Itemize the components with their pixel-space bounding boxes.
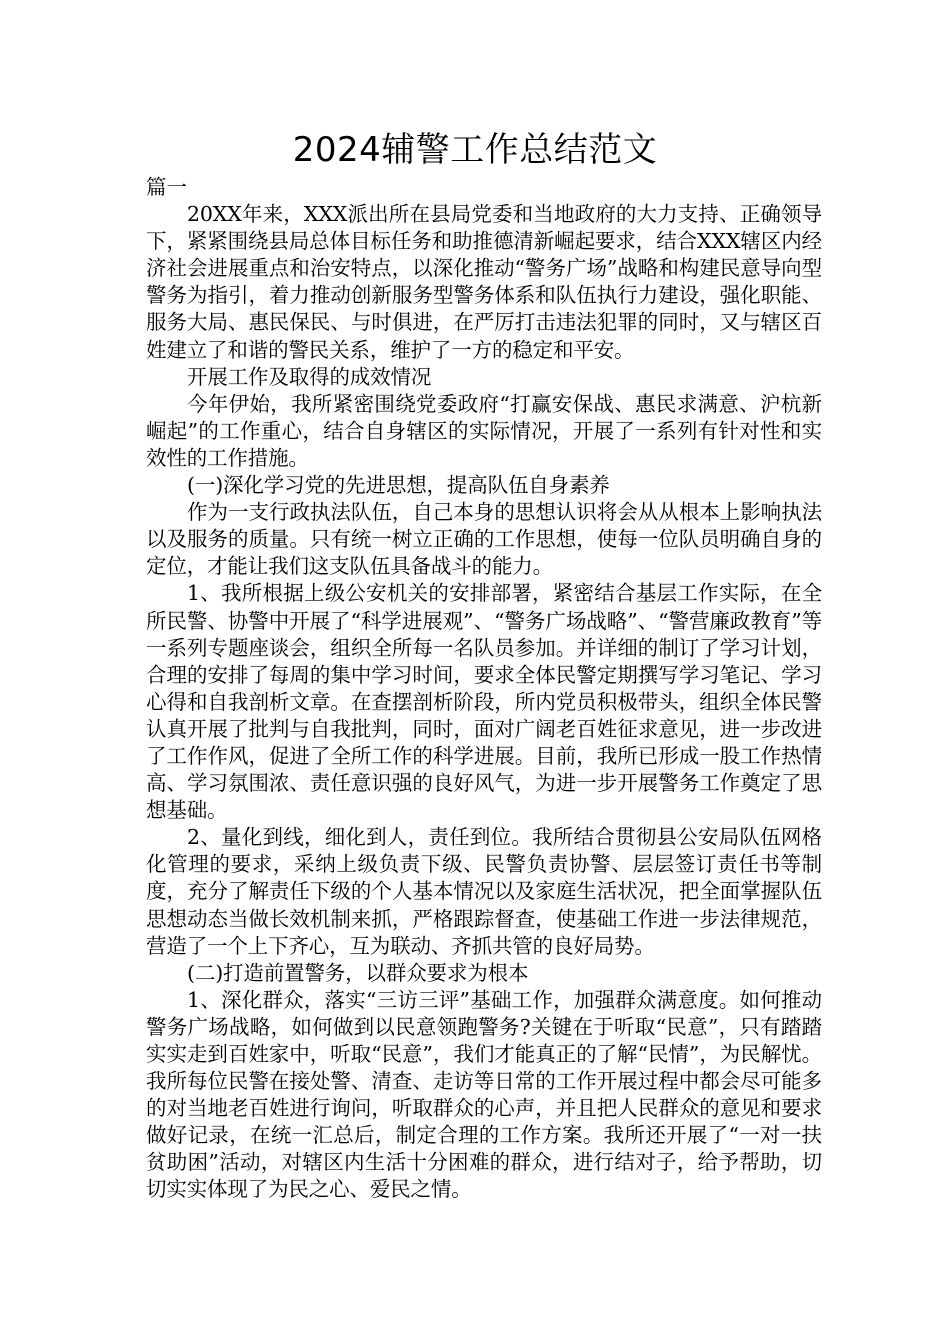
heading-work-results: 开展工作及取得的成效情况 xyxy=(187,364,432,389)
heading-section-2: (二)打造前置警务，以群众要求为根本 xyxy=(187,960,529,985)
paragraph-section-1-item-1: 1、我所根据上级公安机关的安排部署，紧密结合基层工作实际，在全所民警、协警中开展了“科学进展观”、“警务广场战略”、“警营廉政教育”等一系列专题座谈会，组织全所每一名队员参加。并详细的制订了学习计划，合理的安排了每周的集中学习时间，要求全体民警定期撰写学习笔记、学习心得和自我剖析文章。在查摆剖析阶段，所内党员积极带头，组织全体民警认真开展了批判与自我批判，同时，面对广阔老百姓征求意见，进一步改进了工作作风，促进了全所工作的科学进展。目前，我所已形成一股工作热情高、学习氛围浓、责任意识强的良好风气，为进一步开展警务工作奠定了思想基础。 xyxy=(146,581,822,823)
paragraph-section-2-item-1: 1、深化群众，落实“三访三评”基础工作，加强群众满意度。如何推动警务广场战略，如何做到以民意领跑警务?关键在于听取“民意”，只有踏踏实实走到百姓家中，听取“民意”，我们才能真正的了解“民情”，为民解忧。我所每位民警在接处警、清查、走访等日常的工作开展过程中都会尽可能多的对当地老百姓进行询问，听取群众的心声，并且把人民群众的意见和要求做好记录，在统一汇总后，制定合理的工作方案。我所还开展了“一对一扶贫助困”活动，对辖区内生活十分困难的群众，进行结对子，给予帮助，切切实实体现了为民之心、爱民之情。 xyxy=(146,987,822,1202)
document-body xyxy=(146,174,822,1204)
paragraph-intro: 20XX年来，XXX派出所在县局党委和当地政府的大力支持、正确领导下，紧紧围绕县局总体目标任务和助推德清新崛起要求，结合XXX辖区内经济社会进展重点和治安特点，以深化推动“警务广场”战略和构建民意导向型警务为指引，着力推动创新服务型警务体系和队伍执行力建设，强化职能、服务大局、惠民保民、与时俱进，在严厉打击违法犯罪的同时，又与辖区百姓建立了和谐的警民关系，维护了一方的稳定和平安。 xyxy=(146,202,822,362)
paragraph-overview: 今年伊始，我所紧密围绕党委政府“打赢安保战、惠民求满意、沪杭新崛起”的工作重心，结合自身辖区的实际情况，开展了一系列有针对性和实效性的工作措施。 xyxy=(146,391,822,470)
paragraph-section-1-item-2: 2、量化到线，细化到人，责任到位。我所结合贯彻县公安局队伍网格化管理的要求，采纳上级负责下级、民警负责协警、层层签订责任书等制度，充分了解责任下级的个人基本情况以及家庭生活状况，把全面掌握队伍思想动态当做长效机制来抓，严格跟踪督查，使基础工作进一步法律规范，营造了一个上下齐心，互为联动、齐抓共管的良好局势。 xyxy=(146,825,822,958)
paragraph-section-1-intro: 作为一支行政执法队伍，自己本身的思想认识将会从从根本上影响执法以及服务的质量。只有统一树立正确的工作思想，使每一位队员明确自身的定位，才能让我们这支队伍具备战斗的能力。 xyxy=(146,500,822,579)
section-label: 篇一 xyxy=(146,175,187,199)
document-title: 2024辅警工作总结范文 xyxy=(292,130,658,170)
heading-section-1: (一)深化学习党的先进思想，提高队伍自身素养 xyxy=(187,473,610,498)
